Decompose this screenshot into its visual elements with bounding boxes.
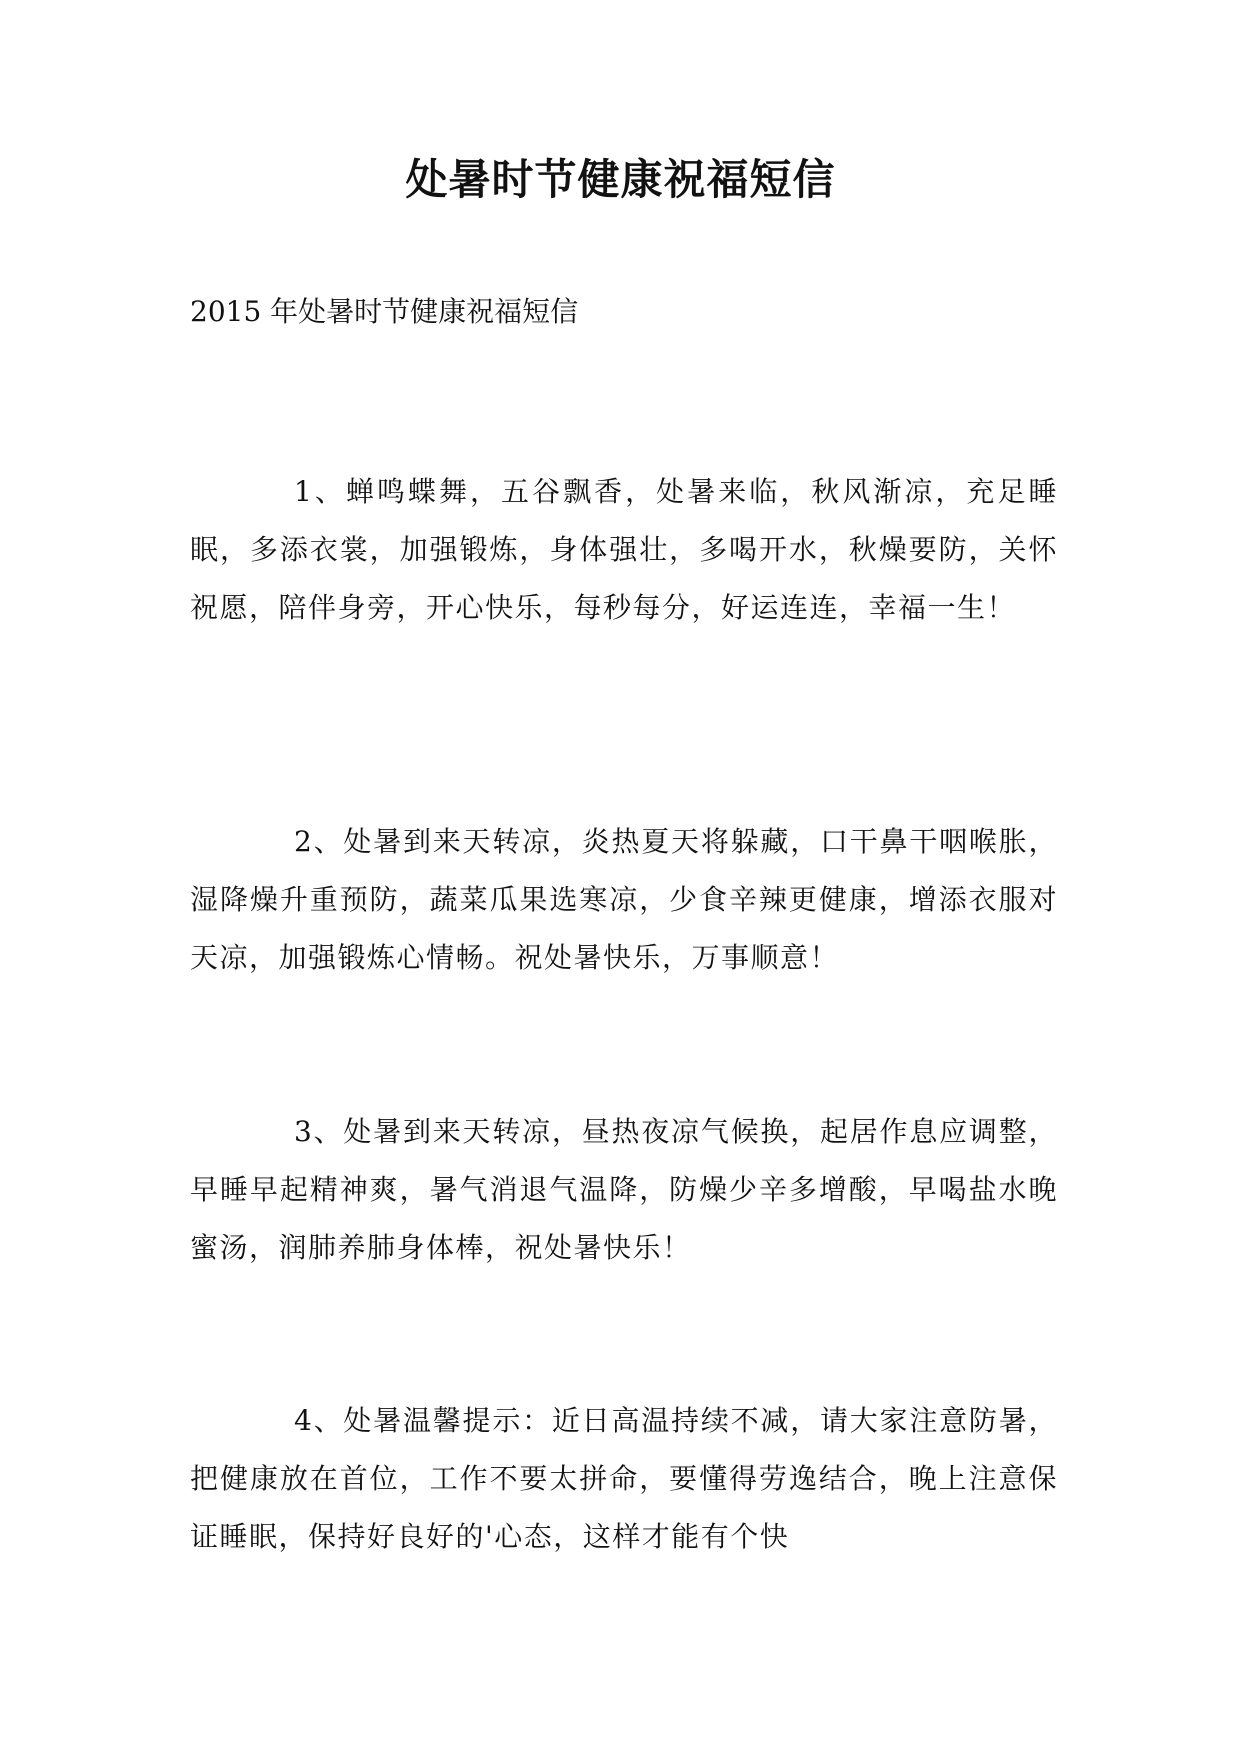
page-title: 处暑时节健康祝福短信 [405, 155, 836, 204]
paragraph-3: 3、处暑到来天转凉，昼热夜凉气候换，起居作息应调整，早睡早起精神爽，暑气消退气温降，防燥少辛多增酸，早喝盐水晚蜜汤，润肺养肺身体棒，祝处暑快乐！ [190, 1115, 1058, 1264]
document-subtitle: 2015 年处暑时节健康祝福短信 [190, 295, 579, 328]
paragraph-4: 4、处暑温馨提示：近日高温持续不减，请大家注意防暑，把健康放在首位，工作不要太拼命，要懂得劳逸结合，晚上注意保证睡眠，保持好良好的'心态，这样才能有个快 [190, 1404, 1058, 1553]
paragraph-2: 2、处暑到来天转凉，炎热夏天将躲藏，口干鼻干咽喉胀，湿降燥升重预防，蔬菜瓜果选寒凉，少食辛辣更健康，增添衣服对天凉，加强锻炼心情畅。祝处暑快乐，万事顺意！ [190, 825, 1058, 974]
paragraph-1: 1、蝉鸣蝶舞，五谷飘香，处暑来临，秋风渐凉，充足睡眠，多添衣裳，加强锻炼，身体强壮，多喝开水，秋燥要防，关怀祝愿，陪伴身旁，开心快乐，每秒每分，好运连连，幸福一生！ [190, 475, 1058, 624]
